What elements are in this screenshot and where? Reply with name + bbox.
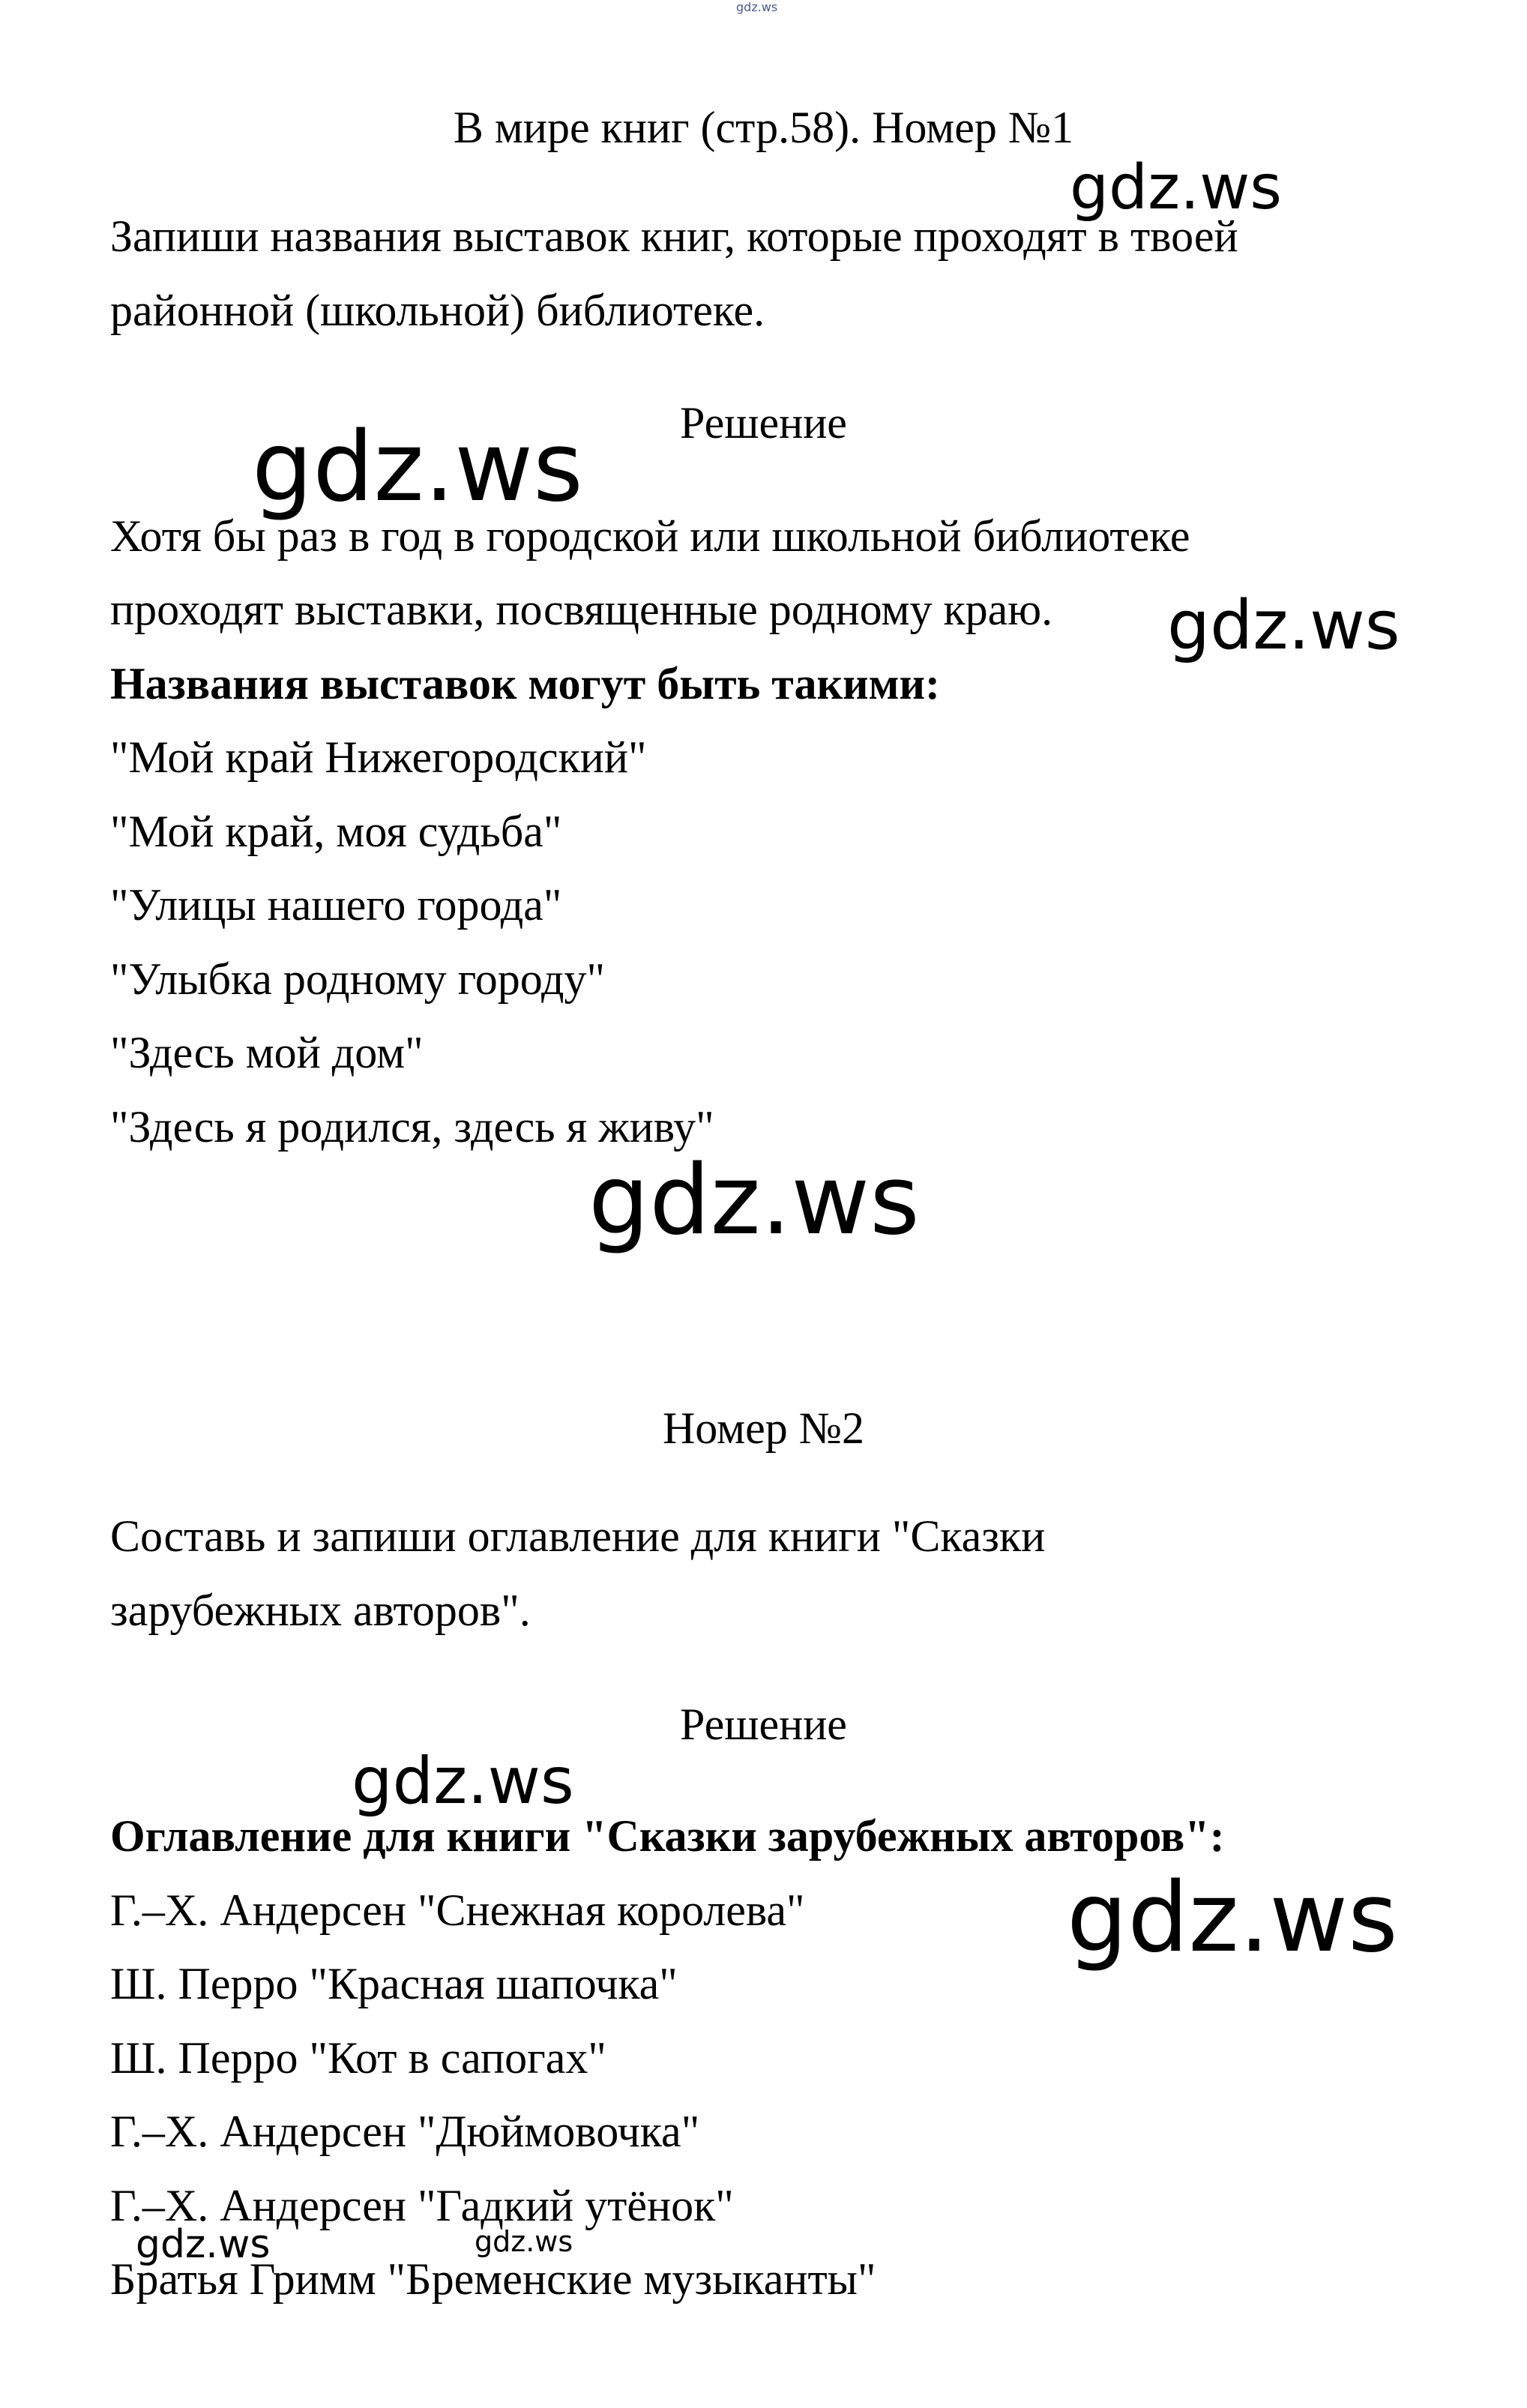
task1-question-line-1: Запиши названия выставок книг, которые проходят в твоей [110, 211, 1238, 261]
task2-question-line-2: зарубежных авторов". [110, 1586, 531, 1635]
task1-answer-line-1: Хотя бы раз в год в городской или школьной библиотеке [110, 511, 1190, 561]
task2-list-heading: Оглавление для книги "Сказки зарубежных авторов": [110, 1811, 1225, 1861]
task2-list-item: Ш. Перро "Кот в сапогах" [110, 2033, 606, 2083]
watermark: gdz.ws [1070, 152, 1282, 223]
task2-list-item: Г.–Х. Андерсен "Гадкий утёнок" [110, 2181, 734, 2230]
watermark: gdz.ws [588, 1145, 920, 1256]
task1-list-item: "Мой край, моя судьба" [110, 807, 562, 856]
task1-list-item: "Улыбка родному городу" [110, 954, 605, 1004]
watermark-tiny: gdz.ws [736, 0, 778, 14]
task2-list-item: Ш. Перро "Красная шапочка" [110, 1959, 678, 2008]
task2-solution-heading: Решение [680, 1700, 847, 1749]
task1-list-item: "Здесь мой дом" [110, 1028, 424, 1077]
task1-title: В мире книг (стр.58). Номер №1 [453, 103, 1074, 152]
task1-list-item: "Улицы нашего города" [110, 880, 562, 930]
watermark: gdz.ws [136, 2222, 271, 2267]
task2-list-item: Г.–Х. Андерсен "Снежная королева" [110, 1885, 805, 1935]
task2-list-item: Г.–Х. Андерсен "Дюймовочка" [110, 2107, 700, 2156]
task1-list-heading: Названия выставок могут быть такими: [110, 659, 941, 708]
watermark: gdz.ws [1167, 586, 1400, 665]
task1-question-line-2: районной (школьной) библиотеке. [110, 286, 765, 335]
task2-title: Номер №2 [662, 1403, 865, 1453]
task1-list-item: "Мой край Нижегородский" [110, 732, 647, 782]
watermark: gdz.ws [1067, 1862, 1398, 1974]
watermark: gdz.ws [475, 2225, 573, 2258]
task1-answer-line-2: проходят выставки, посвященные родному краю. [110, 585, 1053, 634]
task1-list-item: "Здесь я родился, здесь я живу" [110, 1102, 714, 1152]
task1-solution-heading: Решение [680, 398, 847, 448]
task2-question-line-1: Составь и запиши оглавление для книги "Сказки [110, 1511, 1046, 1561]
watermark: gdz.ws [252, 412, 583, 523]
task2-list-item: Братья Гримм "Бременские музыканты" [110, 2254, 876, 2304]
watermark: gdz.ws [352, 1744, 574, 1819]
